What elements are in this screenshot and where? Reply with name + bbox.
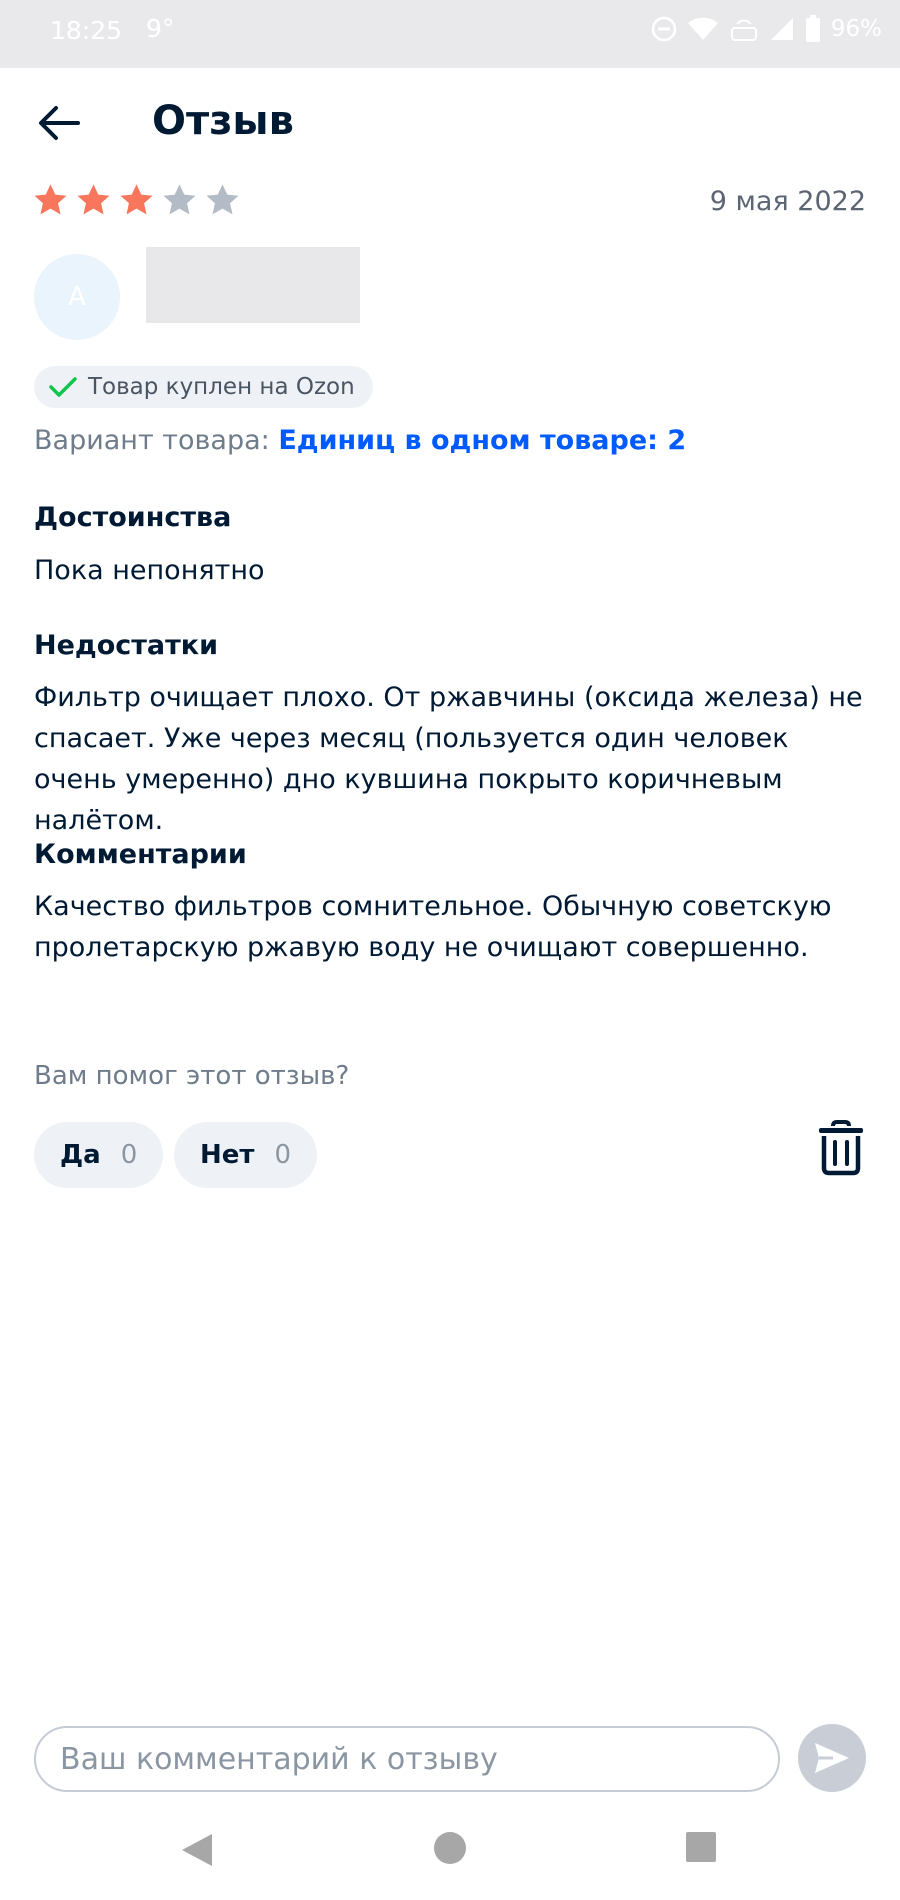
arrow-left-icon xyxy=(34,98,84,148)
vote-no-count: 0 xyxy=(274,1140,292,1170)
wifi-icon xyxy=(687,16,719,42)
purchased-badge xyxy=(34,366,373,408)
cons-title: Недостатки xyxy=(34,630,219,661)
vote-yes-count: 0 xyxy=(120,1140,138,1170)
vote-no-button[interactable] xyxy=(174,1122,317,1188)
back-button[interactable] xyxy=(34,98,84,148)
review-date: 9 мая 2022 xyxy=(709,186,866,217)
nav-recent-apps-icon[interactable] xyxy=(686,1832,716,1862)
volte-icon xyxy=(729,14,759,44)
rating-stars xyxy=(32,182,241,219)
comment-input[interactable] xyxy=(34,1726,780,1792)
star-filled-icon xyxy=(75,182,112,219)
star-filled-icon xyxy=(32,182,69,219)
status-icons xyxy=(651,14,882,44)
helpful-question: Вам помог этот отзыв? xyxy=(34,1061,350,1091)
system-nav-bar xyxy=(0,1810,900,1900)
comments-text: Качество фильтров сомнительное. Обычную советскую пролетарскую ржавую воду не очищают совершенно. xyxy=(34,891,832,963)
checkmark-icon xyxy=(48,375,78,399)
battery-percent: 96% xyxy=(830,16,882,42)
vote-yes-label: Да xyxy=(60,1140,101,1170)
status-temperature: 9° xyxy=(146,14,175,43)
status-time: 18:25 xyxy=(50,16,123,45)
star-empty-icon xyxy=(204,182,241,219)
signal-icon xyxy=(769,16,795,42)
battery-icon xyxy=(805,15,821,43)
send-icon xyxy=(813,1741,851,1775)
pros-text: Пока непонятно xyxy=(34,555,265,586)
cons-text: Фильтр очищает плохо. От ржавчины (оксида железа) не спасает. Уже через месяц (пользуется один человек очень умеренно) дно кувшина покрыто коричневым налётом. xyxy=(34,682,863,836)
star-filled-icon xyxy=(118,182,155,219)
nav-home-icon[interactable] xyxy=(434,1832,466,1864)
comments-title: Комментарии xyxy=(34,839,247,870)
pros-title: Достоинства xyxy=(34,502,232,533)
product-variant xyxy=(34,425,686,456)
status-bar xyxy=(0,0,900,68)
vote-yes-button[interactable] xyxy=(34,1122,163,1188)
delete-button[interactable] xyxy=(816,1120,866,1176)
author-avatar: А xyxy=(34,254,120,340)
star-empty-icon xyxy=(161,182,198,219)
do-not-disturb-icon xyxy=(651,16,677,42)
trash-icon xyxy=(816,1120,866,1176)
send-button[interactable] xyxy=(798,1724,866,1792)
variant-value[interactable]: Единиц в одном товаре: 2 xyxy=(278,425,687,456)
author-name-blurred xyxy=(146,247,360,323)
variant-label: Вариант товара: xyxy=(34,425,270,456)
purchased-badge-label: Товар куплен на Ozon xyxy=(88,374,355,400)
page-title: Отзыв xyxy=(152,98,294,144)
nav-back-icon[interactable] xyxy=(180,1832,214,1868)
vote-no-label: Нет xyxy=(200,1140,255,1170)
header xyxy=(0,68,900,188)
